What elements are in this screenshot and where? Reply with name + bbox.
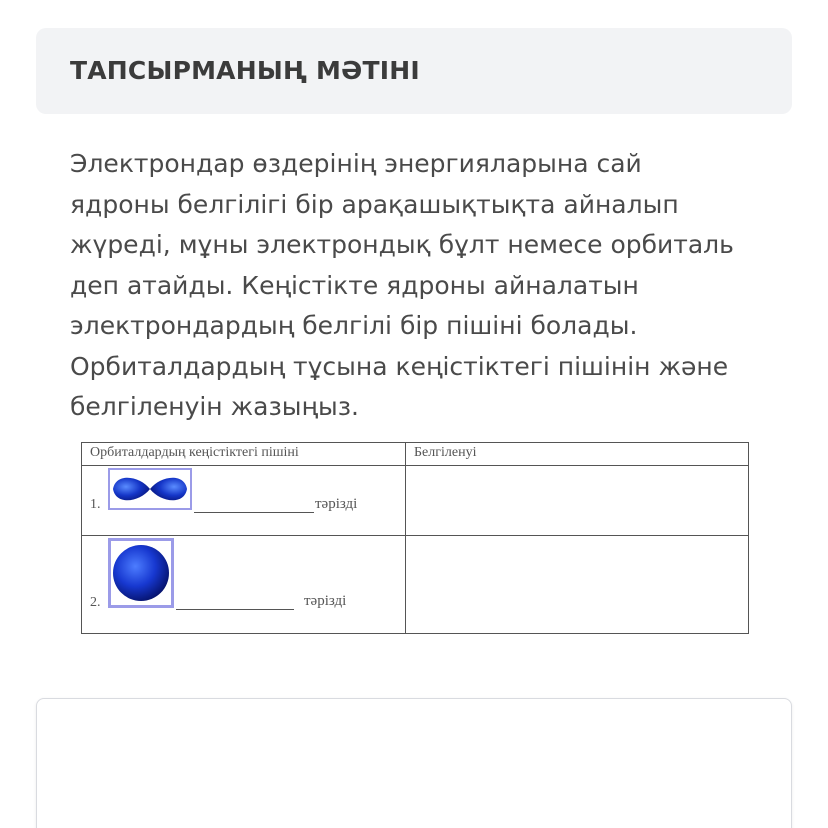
task-text-line: Электрондар өздерінің энергияларына сай [70, 149, 642, 178]
table-header-row [82, 443, 749, 466]
notation-cell [406, 466, 749, 536]
task-text-line: деп атайды. Кеңістікте ядроны айналатын [70, 270, 639, 300]
shape-suffix-text: тәрізді [315, 496, 358, 513]
shape-suffix-text: тәрізді [304, 592, 347, 609]
table-row [82, 466, 749, 536]
task-header-title: ТАПСЫРМАНЫҢ МӘТІНІ [70, 56, 420, 85]
task-text-line: жүреді, мұны электрондық бұлт немесе орбиталь [70, 230, 734, 259]
orbital-shapes-table [81, 442, 749, 634]
answer-blank-line [176, 609, 294, 610]
row-number: 1. [90, 497, 101, 513]
task-description [70, 144, 770, 428]
header-notation-column: Белгіленуі [406, 443, 749, 466]
shape-cell [82, 466, 406, 536]
s-orbital-sphere-icon [108, 538, 174, 608]
notation-cell [406, 535, 749, 633]
row-number: 2. [90, 594, 101, 610]
p-orbital-dumbbell-icon [108, 468, 192, 510]
task-text-line: ядроны белгілігі бір арақашықтықта айналып [70, 189, 679, 219]
header-shape-column: Орбиталдардың кеңістіктегі пішіні [82, 443, 406, 466]
task-text-line: Орбиталдардың тұсына кеңістіктегі пішінін және [70, 351, 729, 381]
task-text-line: электрондардың белгілі бір пішіні болады. [70, 311, 638, 340]
task-header-panel [36, 28, 792, 114]
table-row [82, 535, 749, 633]
task-text-line: белгіленуін жазыңыз. [70, 392, 359, 421]
shape-cell [82, 535, 406, 633]
answer-blank-line [194, 512, 314, 513]
answer-input-box[interactable] [36, 698, 792, 828]
